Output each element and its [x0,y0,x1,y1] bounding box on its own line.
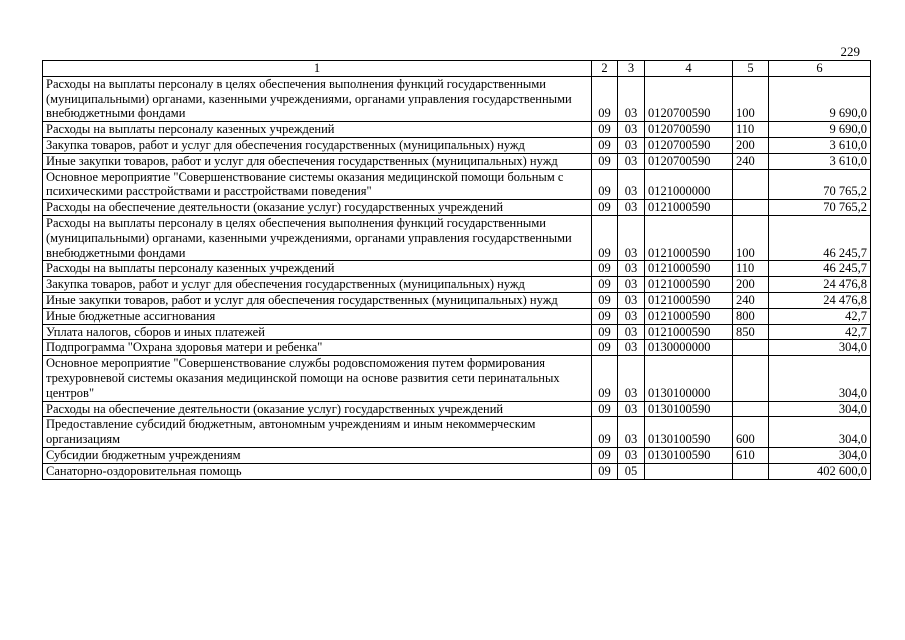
row-name: Расходы на выплаты персоналу в целях обеспечения выполнения функций государственными (муниципальными) органами, казенными учреждениями, органами управления государственными внебюджетными фондами [43,215,592,260]
row-subsection: 03 [618,76,645,121]
row-name: Закупка товаров, работ и услуг для обеспечения государственных (муниципальных) нужд [43,277,592,293]
row-target: 0121000590 [645,200,733,216]
page-number: 229 [840,44,860,59]
table-row [43,153,871,169]
row-target: 0121000590 [645,261,733,277]
row-section: 09 [592,463,618,479]
row-type [733,340,769,356]
row-name: Расходы на выплаты персоналу казенных учреждений [43,261,592,277]
row-type: 850 [733,324,769,340]
row-amount: 402 600,0 [769,463,871,479]
row-section: 09 [592,261,618,277]
row-amount: 304,0 [769,417,871,448]
table-row [43,137,871,153]
table-row [43,308,871,324]
row-name: Расходы на выплаты персоналу в целях обеспечения выполнения функций государственными (муниципальными) органами, казенными учреждениями, органами управления государственными внебюджетными фондами [43,76,592,121]
table-row [43,292,871,308]
row-target: 0121000590 [645,308,733,324]
row-subsection: 03 [618,277,645,293]
row-amount: 304,0 [769,356,871,401]
row-section: 09 [592,356,618,401]
row-subsection: 03 [618,401,645,417]
row-type: 100 [733,215,769,260]
row-section: 09 [592,401,618,417]
row-subsection: 03 [618,200,645,216]
row-name: Расходы на обеспечение деятельности (оказание услуг) государственных учреждений [43,401,592,417]
row-target [645,463,733,479]
header-amount: 6 [769,61,871,77]
row-name: Предоставление субсидий бюджетным, автономным учреждениям и иным некоммерческим организациям [43,417,592,448]
row-target: 0130100590 [645,401,733,417]
row-amount: 46 245,7 [769,261,871,277]
row-type [733,200,769,216]
row-target: 0121000590 [645,292,733,308]
row-amount: 304,0 [769,340,871,356]
row-section: 09 [592,169,618,200]
row-subsection: 05 [618,463,645,479]
table-row [43,200,871,216]
row-target: 0130100000 [645,356,733,401]
row-target: 0130100590 [645,417,733,448]
row-subsection: 03 [618,356,645,401]
row-target: 0121000590 [645,277,733,293]
row-type: 240 [733,153,769,169]
row-target: 0121000000 [645,169,733,200]
row-amount: 42,7 [769,324,871,340]
row-subsection: 03 [618,261,645,277]
row-section: 09 [592,417,618,448]
row-type: 100 [733,76,769,121]
row-name: Подпрограмма "Охрана здоровья матери и ребенка" [43,340,592,356]
row-amount: 9 690,0 [769,76,871,121]
row-section: 09 [592,340,618,356]
row-name: Иные бюджетные ассигнования [43,308,592,324]
row-amount: 42,7 [769,308,871,324]
row-section: 09 [592,447,618,463]
row-section: 09 [592,153,618,169]
row-subsection: 03 [618,324,645,340]
row-subsection: 03 [618,153,645,169]
row-target: 0120700590 [645,153,733,169]
row-amount: 3 610,0 [769,137,871,153]
row-name: Основное мероприятие "Совершенствование службы родовспоможения путем формирования трехуровневой системы оказания медицинской помощи на основе развития сети перинатальных центров" [43,356,592,401]
table-row [43,401,871,417]
row-type [733,463,769,479]
row-subsection: 03 [618,417,645,448]
row-section: 09 [592,76,618,121]
header-type: 5 [733,61,769,77]
row-target: 0121000590 [645,324,733,340]
row-section: 09 [592,324,618,340]
row-amount: 70 765,2 [769,169,871,200]
budget-table [42,60,871,480]
row-section: 09 [592,200,618,216]
row-type: 600 [733,417,769,448]
row-amount: 24 476,8 [769,292,871,308]
table-row [43,215,871,260]
row-subsection: 03 [618,169,645,200]
row-name: Субсидии бюджетным учреждениям [43,447,592,463]
table-header-row [43,61,871,77]
row-type [733,169,769,200]
table-row [43,417,871,448]
table-row [43,122,871,138]
row-name: Расходы на обеспечение деятельности (оказание услуг) государственных учреждений [43,200,592,216]
row-subsection: 03 [618,122,645,138]
row-type [733,401,769,417]
row-subsection: 03 [618,447,645,463]
row-amount: 304,0 [769,401,871,417]
row-amount: 24 476,8 [769,277,871,293]
row-type: 200 [733,137,769,153]
row-section: 09 [592,308,618,324]
row-subsection: 03 [618,215,645,260]
row-section: 09 [592,122,618,138]
row-subsection: 03 [618,137,645,153]
row-amount: 70 765,2 [769,200,871,216]
row-section: 09 [592,292,618,308]
row-target: 0130000000 [645,340,733,356]
row-name: Иные закупки товаров, работ и услуг для обеспечения государственных (муниципальных) нужд [43,153,592,169]
row-type [733,356,769,401]
row-section: 09 [592,137,618,153]
header-name: 1 [43,61,592,77]
table-row [43,340,871,356]
row-type: 110 [733,122,769,138]
table-row [43,463,871,479]
row-target: 0120700590 [645,76,733,121]
row-name: Закупка товаров, работ и услуг для обеспечения государственных (муниципальных) нужд [43,137,592,153]
row-target: 0121000590 [645,215,733,260]
row-type: 110 [733,261,769,277]
header-target: 4 [645,61,733,77]
row-target: 0120700590 [645,122,733,138]
table-row [43,447,871,463]
row-target: 0130100590 [645,447,733,463]
row-target: 0120700590 [645,137,733,153]
row-amount: 3 610,0 [769,153,871,169]
row-type: 200 [733,277,769,293]
row-subsection: 03 [618,340,645,356]
table-row [43,277,871,293]
row-section: 09 [592,215,618,260]
header-subsection: 3 [618,61,645,77]
row-name: Санаторно-оздоровительная помощь [43,463,592,479]
row-section: 09 [592,277,618,293]
row-name: Уплата налогов, сборов и иных платежей [43,324,592,340]
row-type: 240 [733,292,769,308]
row-subsection: 03 [618,308,645,324]
row-type: 610 [733,447,769,463]
row-amount: 46 245,7 [769,215,871,260]
header-section: 2 [592,61,618,77]
table-row [43,261,871,277]
row-subsection: 03 [618,292,645,308]
row-amount: 9 690,0 [769,122,871,138]
row-name: Иные закупки товаров, работ и услуг для обеспечения государственных (муниципальных) нужд [43,292,592,308]
row-name: Основное мероприятие "Совершенствование системы оказания медицинской помощи больным с психическими расстройствами и расстройствами поведения" [43,169,592,200]
row-amount: 304,0 [769,447,871,463]
row-name: Расходы на выплаты персоналу казенных учреждений [43,122,592,138]
table-row [43,356,871,401]
row-type: 800 [733,308,769,324]
table-row [43,169,871,200]
table-row [43,76,871,121]
table-row [43,324,871,340]
